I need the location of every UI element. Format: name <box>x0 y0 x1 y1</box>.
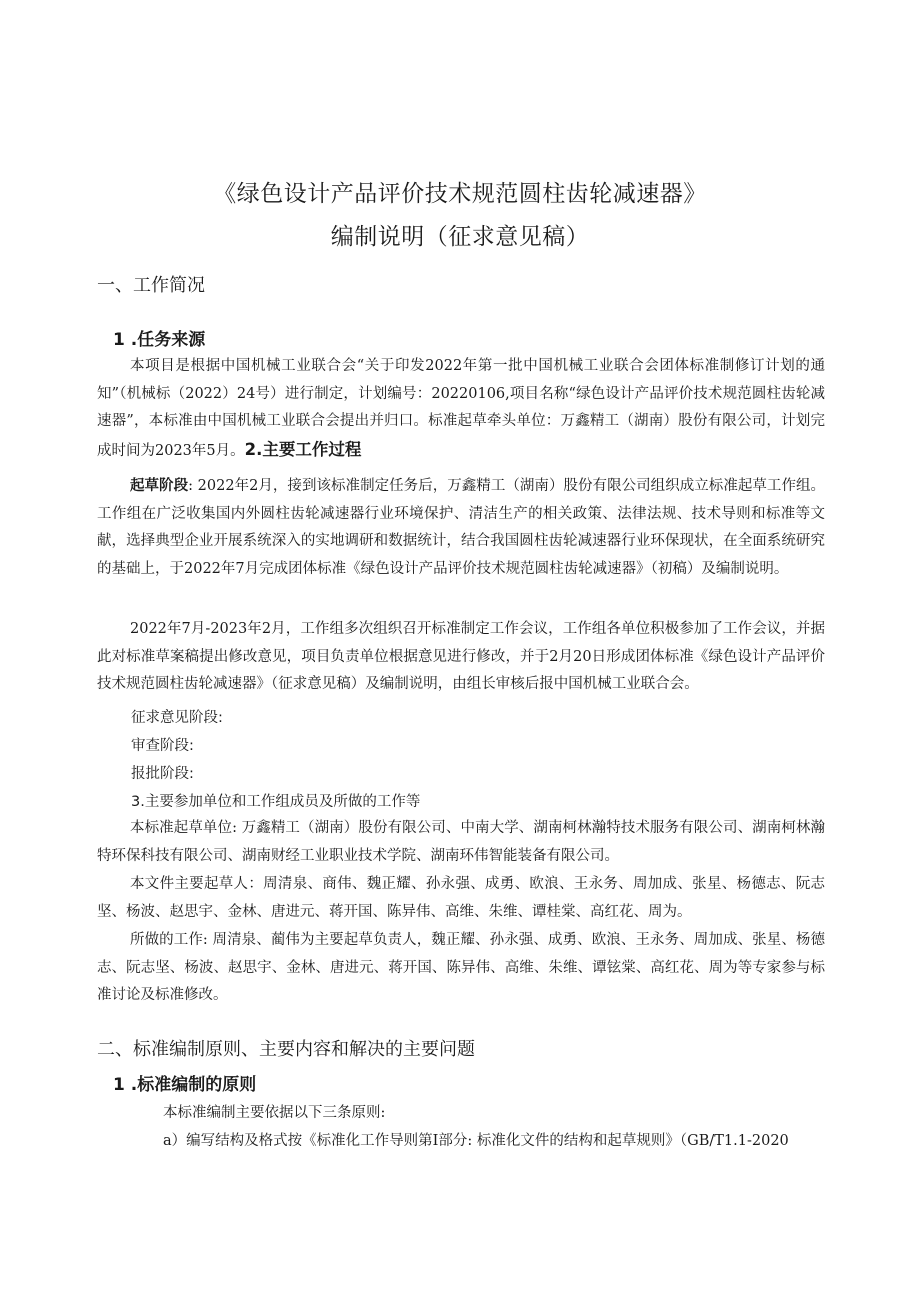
stage-review: 审查阶段: <box>131 738 194 754</box>
subsection-1-1-heading: 1 .任务来源 <box>113 330 206 350</box>
subsection-1-2-heading: 2.主要工作过程 <box>244 439 362 459</box>
drafting-units-paragraph: 本标准起草单位: 万鑫精工（湖南）股份有限公司、中南大学、湖南柯林瀚特技术服务有限公司、湖南柯林瀚特环保科技有限公司、湖南财经工业职业技术学院、湖南环伟智能装备有限公司。 <box>97 820 825 864</box>
document-subtitle: 编制说明（征求意见稿） <box>330 224 590 250</box>
drafters-paragraph: 本文件主要起草人：周清泉、商伟、魏正耀、孙永强、成勇、欧浪、王永务、周加成、张星、杨德志、阮志坚、杨波、赵思宇、金林、唐进元、蒋开国、陈异伟、高维、朱维、谭桂棠、高红花、周为。 <box>97 876 825 920</box>
principles-intro: 本标准编制主要依据以下三条原则: <box>163 1105 386 1121</box>
task-source-paragraph <box>97 353 825 465</box>
task-source-text: 本项目是根据中国机械工业联合会“关于印发2022年第一批中国机械工业联合会团体标准制修订计划的通知”（机械标（2022）24号）进行制定，计划编号：20220106,项目名称“绿色设计产品评价技术规范圆柱齿轮减速器”，本标准由中国机械工业联合会提出并归口。标准起草牵头单位：万鑫精工（湖南）股份有限公司，计划完成时间为2023年5月。 <box>97 358 825 459</box>
subsection-1-3-heading: 3.主要参加单位和工作组成员及所做的工作等 <box>131 794 421 810</box>
principle-item-a: a）编写结构及格式按《标准化工作导则第I部分: 标准化文件的结构和起草规则》（GB/T1.1-2020 <box>163 1133 789 1149</box>
process-paragraph: 2022年7月-2023年2月，工作组多次组织召开标准制定工作会议，工作组各单位积极参加了工作会议，并据此对标准草案稿提出修改意见，项目负责单位根据意见进行修改，并于2月20日形成团体标准《绿色设计产品评价技术规范圆柱齿轮减速器》（征求意见稿）及编制说明，由组长审核后报中国机械工业联合会。 <box>97 621 825 692</box>
document-title: 《绿色设计产品评价技术规范圆柱齿轮减速器》 <box>213 181 707 207</box>
drafting-stage-label: 起草阶段 <box>130 478 189 494</box>
stage-approval: 报批阶段: <box>131 766 194 782</box>
stage-comment: 征求意见阶段: <box>131 710 223 726</box>
work-done-paragraph: 所做的工作: 周清泉、蔺伟为主要起草负责人，魏正耀、孙永强、成勇、欧浪、王永务、周加成、张星、杨德志、阮志坚、杨波、赵思宇、金林、唐进元、蒋开国、陈异伟、高维、朱维、谭铉棠、高红花、周为等专家参与标准讨论及标准修改。 <box>97 932 825 1003</box>
subsection-2-1-heading: 1 .标准编制的原则 <box>113 1075 257 1095</box>
drafting-stage-paragraph <box>97 473 825 583</box>
section-1-heading: 一、工作简况 <box>97 275 205 296</box>
drafting-stage-text: : 2022年2月，接到该标准制定任务后，万鑫精工（湖南）股份有限公司组织成立标准起草工作组。工作组在广泛收集国内外圆柱齿轮减速器行业环境保护、清洁生产的相关政策、法律法规、技术导则和标准等文献，选择典型企业开展系统深入的实地调研和数据统计，结合我国圆柱齿轮减速器行业环保现状，在全面系统研究的基础上，于2022年7月完成团体标准《绿色设计产品评价技术规范圆柱齿轮减速器》（初稿）及编制说明。 <box>97 478 825 577</box>
section-2-heading: 二、标准编制原则、主要内容和解决的主要问题 <box>97 1039 475 1060</box>
